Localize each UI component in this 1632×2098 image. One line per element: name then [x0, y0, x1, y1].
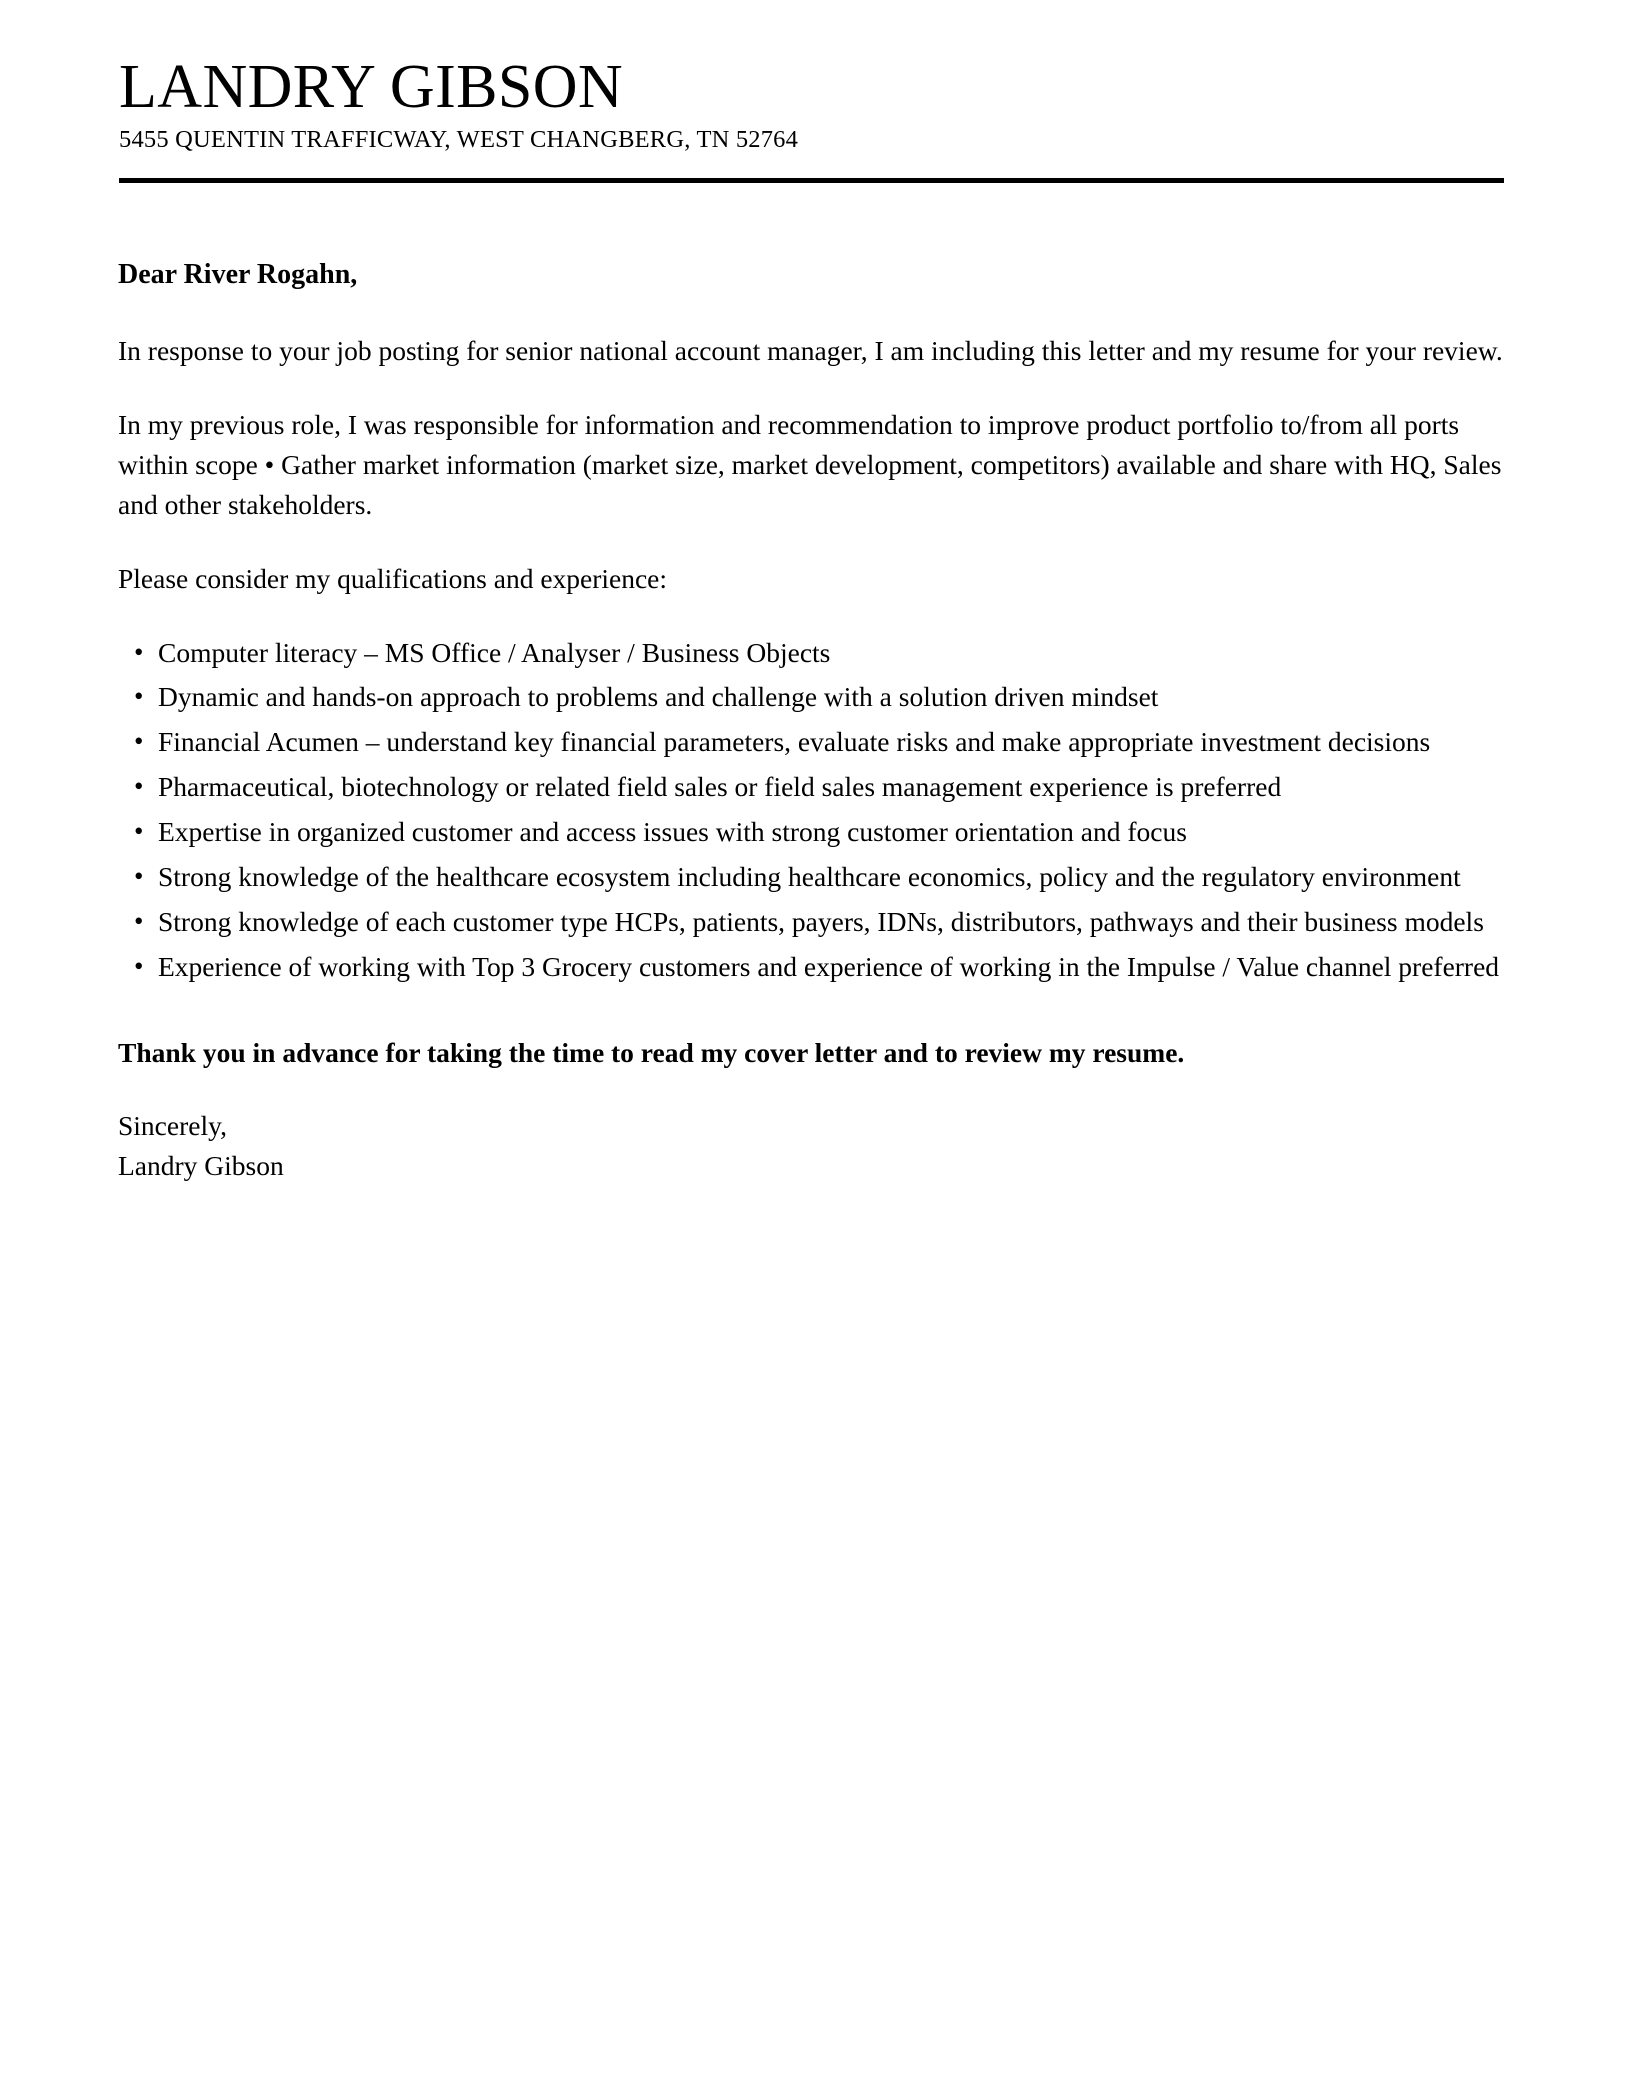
list-item: • Financial Acumen – understand key financial parameters, evaluate risks and make appropriate investment decisions	[118, 722, 1504, 762]
qualifications-section	[118, 633, 1504, 987]
experience-paragraph: In my previous role, I was responsible for information and recommendation to improve product portfolio to/from all ports within scope • Gather market information (market size, market development, competitors) available and share with HQ, Sales and other stakeholders.	[118, 409, 1502, 520]
list-item: • Experience of working with Top 3 Grocery customers and experience of working in the Impulse / Value channel preferred	[118, 947, 1504, 987]
sign-off: Sincerely,	[118, 1110, 227, 1142]
list-item: • Dynamic and hands-on approach to problems and challenge with a solution driven mindset	[118, 677, 1504, 717]
letterhead	[118, 53, 1504, 183]
address-line: 5455 QUENTIN TRAFFICWAY, WEST CHANGBERG, TN 52764	[119, 126, 799, 154]
list-item: • Expertise in organized customer and access issues with strong customer orientation and focus	[118, 812, 1504, 852]
header-divider	[119, 178, 1504, 183]
closing-statement: Thank you in advance for taking the time to read my cover letter and to review my resume.	[118, 1036, 1185, 1068]
list-item: • Strong knowledge of each customer type HCPs, patients, payers, IDNs, distributors, pathways and their business models	[118, 902, 1504, 942]
signature-name: Landry Gibson	[118, 1150, 284, 1182]
qualifications-list	[118, 633, 1504, 987]
letter-body	[118, 255, 1504, 1187]
list-item: • Strong knowledge of the healthcare ecosystem including healthcare economics, policy and the regulatory environment	[118, 857, 1504, 897]
signature-block	[118, 1106, 1504, 1186]
list-item: • Computer literacy – MS Office / Analyser / Business Objects	[118, 633, 1504, 673]
salutation: Dear River Rogahn,	[118, 258, 358, 290]
qualifications-lead-in: Please consider my qualifications and experience:	[118, 562, 668, 594]
intro-paragraph: In response to your job posting for senior national account manager, I am including this letter and my resume for your review.	[118, 335, 1503, 367]
list-item: • Pharmaceutical, biotechnology or related field sales or field sales management experience is preferred	[118, 767, 1504, 807]
page-title: LANDRY GIBSON	[119, 53, 624, 121]
